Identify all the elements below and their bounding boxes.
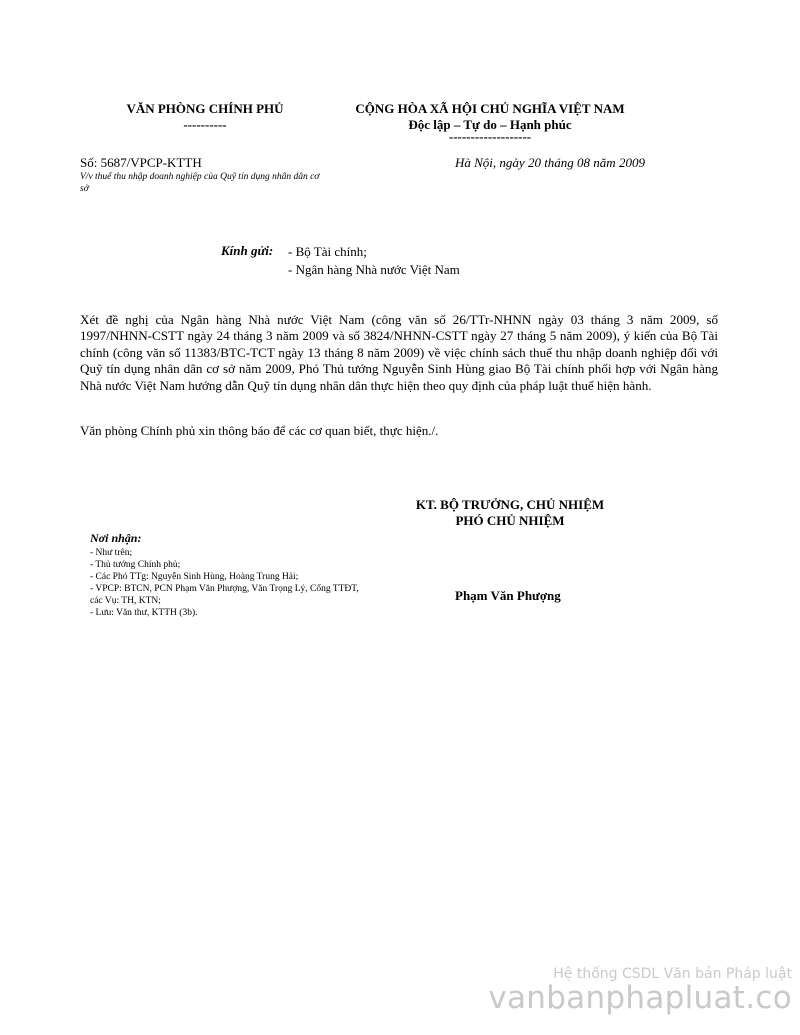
recipients-title: Nơi nhận:	[90, 531, 142, 545]
addressee-item: - Bộ Tài chính;	[288, 244, 367, 259]
addressee-item: - Ngân hàng Nhà nước Việt Nam	[288, 262, 460, 277]
signer-title-line: PHÓ CHỦ NHIỆM	[455, 513, 565, 528]
signer-title-line: KT. BỘ TRƯỞNG, CHỦ NHIỆM	[415, 497, 605, 512]
watermark-site: vanbanphapluat.co	[488, 980, 792, 1016]
body-paragraph: Xét đề nghị của Ngân hàng Nhà nước Việt Nam (công văn số 26/TTr-NHNN ngày 03 tháng 3 năm 2009, số 1997/NHNN-CSTT ngày 24 tháng 3 năm 2009 và số 3824/NHNN-CSTT ngày 27 tháng 5 năm 2009), ý kiến của Bộ Tài chính (công văn số 11383/BTC-TCT ngày 13 tháng 8 năm 2009) về việc chính sách thuế thu nhập doanh nghiệp đối với Quỹ tín dụng nhân dân cơ sở năm 2009, Phó Thủ tướng Nguyễn Sinh Hùng giao Bộ Tài chính phối hợp với Ngân hàng Nhà nước Việt Nam hướng dẫn Quỹ tín dụng nhân dân thực hiện theo quy định của pháp luật thuế hiện hành.	[80, 312, 718, 393]
agency-name: VĂN PHÒNG CHÍNH PHỦ	[126, 101, 284, 116]
signer-name: Phạm Văn Phượng	[455, 588, 561, 603]
motto-divider: -------------------	[448, 129, 532, 144]
list-item: - VPCP: BTCN, PCN Phạm Văn Phượng, Văn Trọng Lý, Cổng TTĐT, các Vụ: TH, KTN;	[90, 584, 359, 606]
addressee-list	[288, 243, 460, 279]
list-item: - Lưu: Văn thư, KTTH (3b).	[90, 608, 198, 618]
recipients-list	[90, 547, 370, 619]
national-motto: Độc lập – Tự do – Hạnh phúc	[408, 117, 572, 132]
list-item: - Các Phó TTg: Nguyễn Sinh Hùng, Hoàng Trung Hải;	[90, 572, 299, 582]
document-date: Hà Nội, ngày 20 tháng 08 năm 2009	[455, 155, 645, 170]
list-item: - Như trên;	[90, 548, 133, 558]
document-subject: V/v thuế thu nhập doanh nghiệp của Quỹ tín dụng nhân dân cơ sở	[80, 172, 320, 194]
watermark-caption: Hệ thống CSDL Văn bản Pháp luật	[553, 966, 792, 982]
nation-title: CỘNG HÒA XÃ HỘI CHỦ NGHĨA VIỆT NAM	[355, 101, 625, 116]
agency-divider: ----------	[183, 117, 227, 132]
greeting-label: Kính gửi:	[221, 243, 274, 258]
document-number: Số: 5687/VPCP-KTTH	[80, 155, 202, 170]
closing-paragraph: Văn phòng Chính phủ xin thông báo để các cơ quan biết, thực hiện./.	[80, 423, 439, 438]
list-item: - Thủ tướng Chính phủ;	[90, 560, 181, 570]
signer-title	[400, 497, 620, 529]
